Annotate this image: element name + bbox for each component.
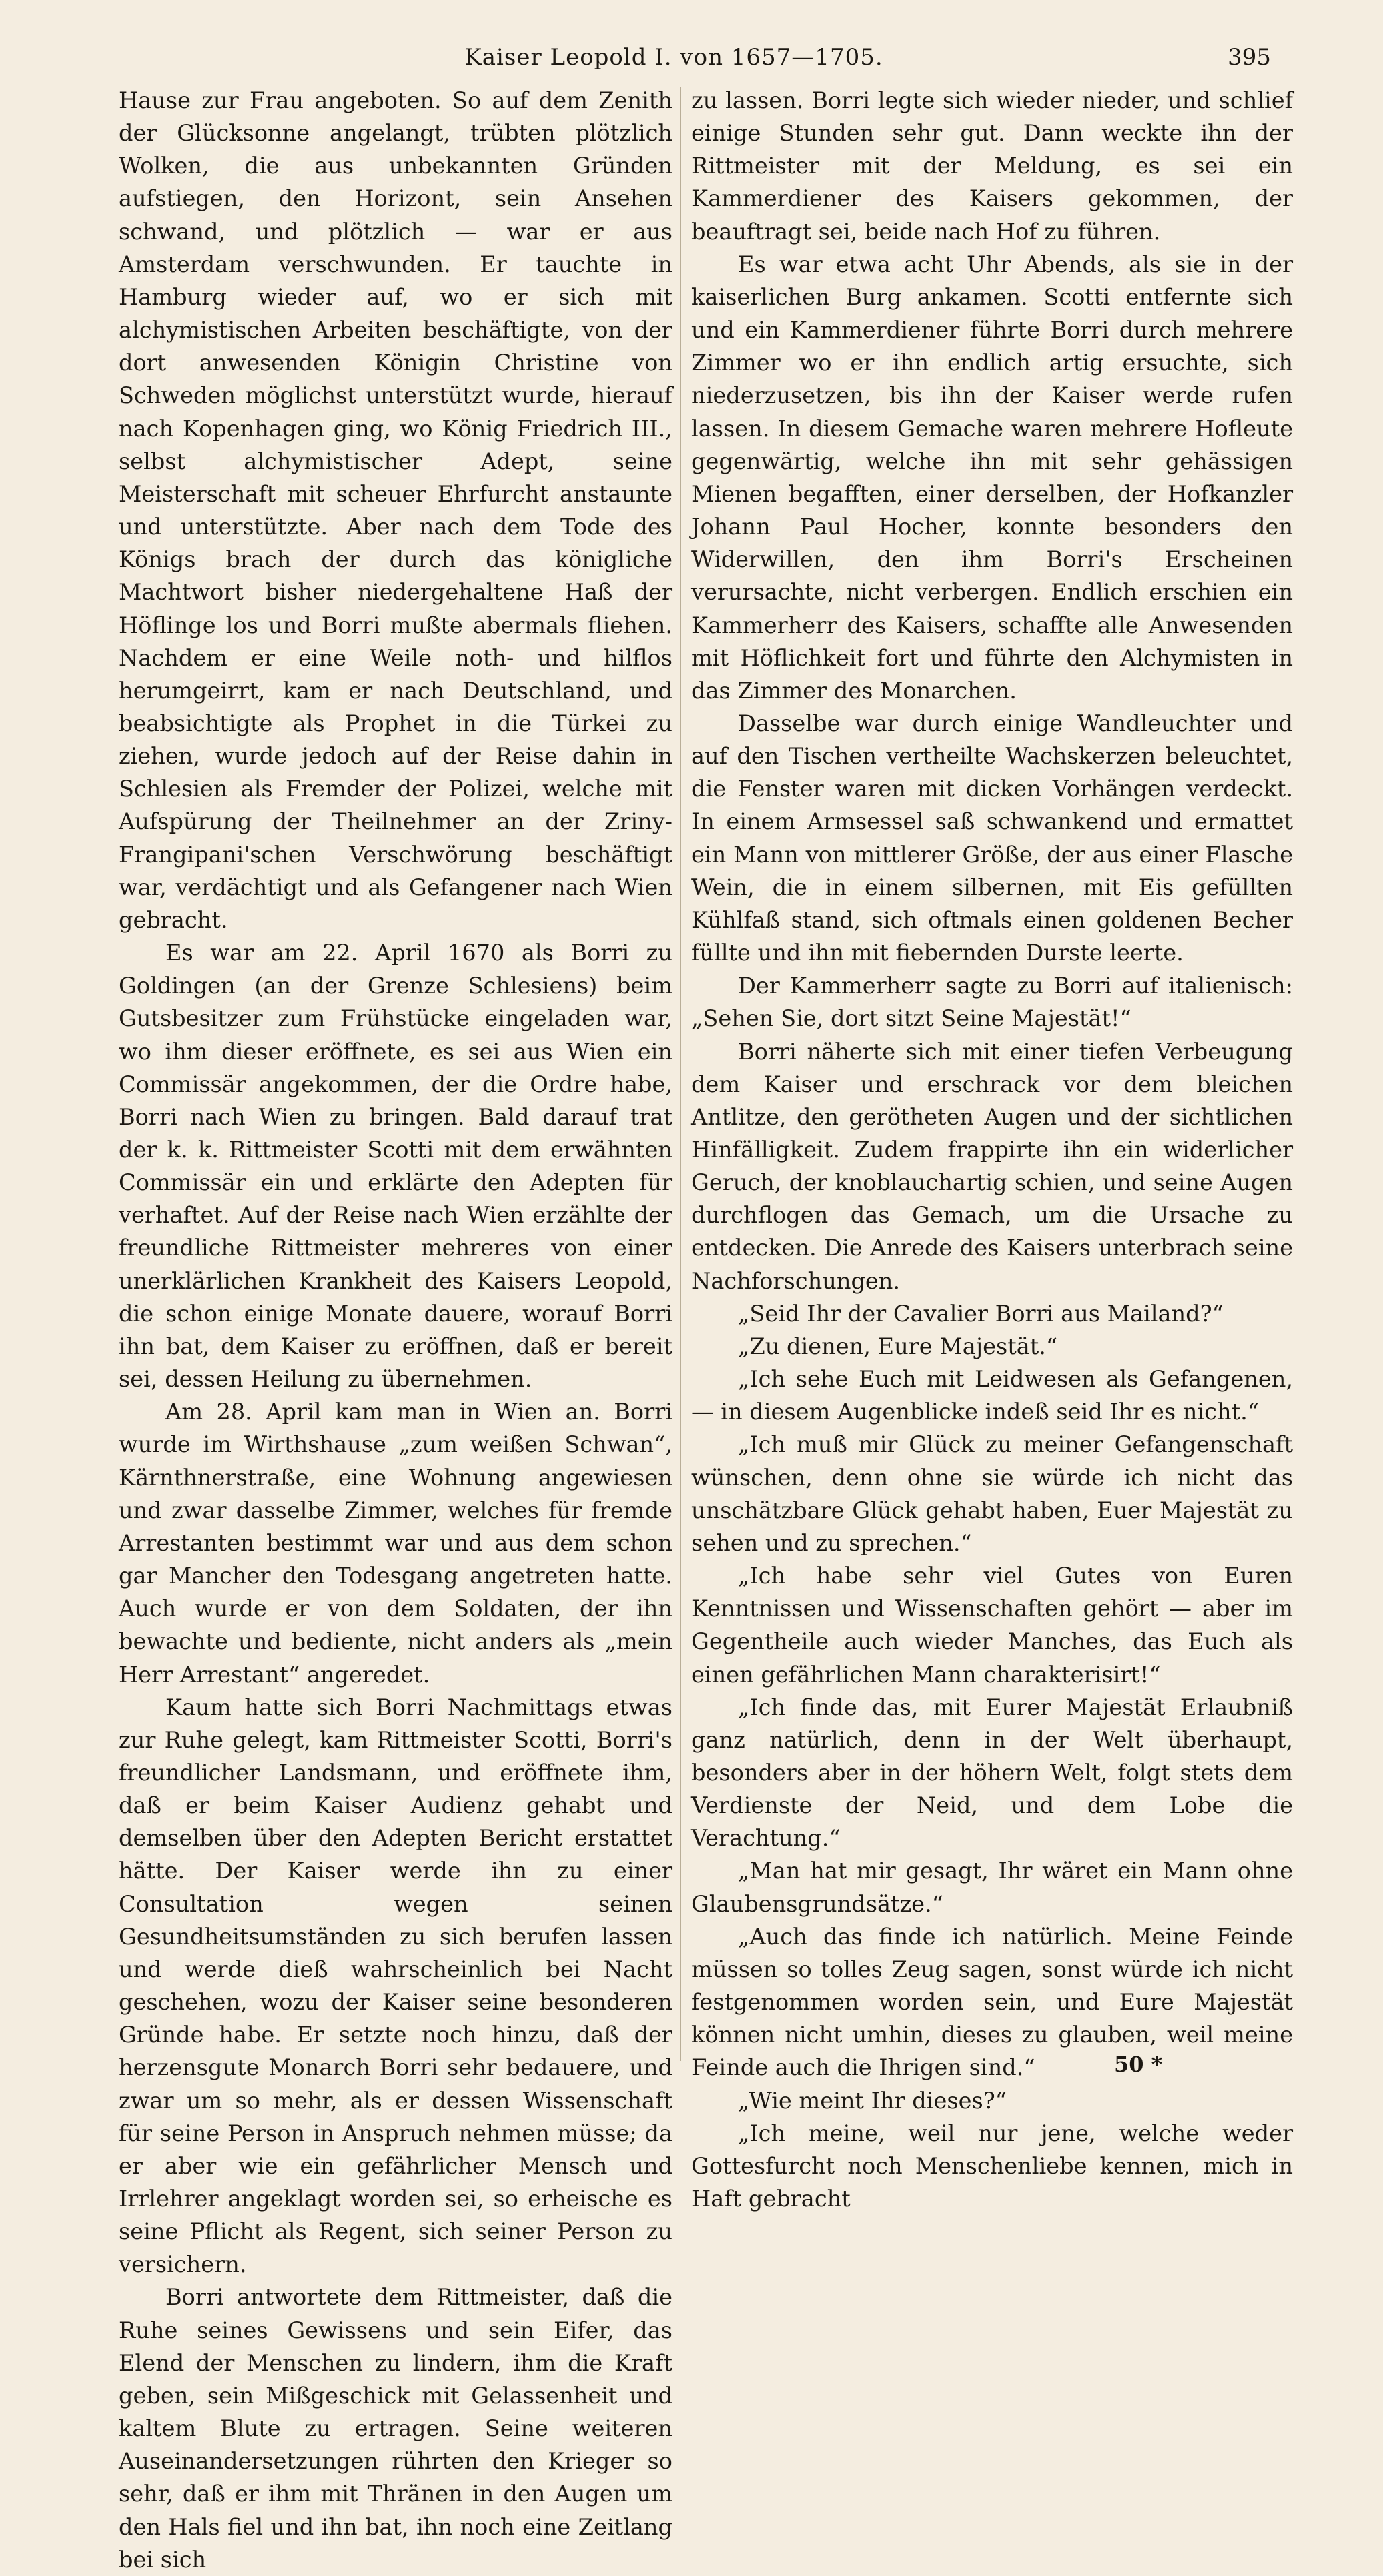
page-number: 395 xyxy=(1228,44,1271,71)
printer-signature-mark: 50 * xyxy=(1114,2052,1163,2077)
paragraph: Es war etwa acht Uhr Abends, als sie in der kaiserlichen Burg ankamen. Scotti entfernte sich und ein Kammerdiener führte Borri durch mehrere Zimmer wo er ihn endlich artig ersuchte, sich niederzusetzen, bis ihn der Kaiser werde rufen lassen. In diesem Gemache waren mehrere Hofleute gegenwärtig, welche ihn mit sehr gehässigen Mienen begafften, einer derselben, der Hofkanzler Johann Paul Hocher, konnte besonders den Widerwillen, den ihm Borri's Erscheinen verursachte, nicht verbergen. Endlich erschien ein Kammerherr des Kaisers, schaffte alle Anwesenden mit Höflichkeit fort und führte den Alchymisten in das Zimmer des Monarchen. xyxy=(691,251,1293,704)
right-column xyxy=(691,84,1293,2215)
paragraph: Kaum hatte sich Borri Nachmittags etwas zur Ruhe gelegt, kam Rittmeister Scotti, Borri's freundlicher Landsmann, und eröffnete ihm, daß er beim Kaiser Audienz gehabt und demselben über den Adepten Bericht erstattet hätte. Der Kaiser werde ihn zu einer Consultation wegen seinen Gesundheitsumständen zu sich berufen lassen und werde dieß wahrscheinlich bei Nacht geschehen, wozu der Kaiser seine besonderen Gründe habe. Er setzte noch hinzu, daß der herzensgute Monarch Borri sehr bedauere, und zwar um so mehr, als er dessen Wissenschaft für seine Person in Anspruch nehmen müsse; da er aber wie ein gefährlicher Mensch und Irrlehrer angeklagt worden sei, so erheische es seine Pflicht als Regent, sich seiner Person zu versichern. xyxy=(119,1694,672,2278)
dialogue-line: „Wie meint Ihr dieses?“ xyxy=(738,2087,1007,2114)
paragraph: Dasselbe war durch einige Wandleuchter und auf den Tischen vertheilte Wachskerzen beleuchtet, die Fenster waren mit dicken Vorhängen verdeckt. In einem Armsessel saß schwankend und ermattet ein Mann von mittlerer Größe, der aus einer Flasche Wein, die in einem silbernen, mit Eis gefüllten Kühlfaß stand, sich oftmals einen goldenen Becher füllte und ihn mit fiebernden Durste leerte. xyxy=(691,710,1293,967)
dialogue-line: „Ich sehe Euch mit Leidwesen als Gefangenen, — in diesem Augenblicke indeß seid Ihr es nicht.“ xyxy=(691,1366,1293,1425)
dialogue-line: „Zu dienen, Eure Majestät.“ xyxy=(738,1333,1058,1359)
paragraph: Der Kammerherr sagte zu Borri auf italienisch: „Sehen Sie, dort sitzt Seine Majestät!“ xyxy=(691,973,1293,1032)
paragraph: Borri antwortete dem Rittmeister, daß die Ruhe seines Gewissens und sein Eifer, das Elend der Menschen zu lindern, ihm die Kraft geben, sein Mißgeschick mit Gelassenheit und kaltem Blute zu ertragen. Seine weiteren Auseinandersetzungen rührten den Krieger so sehr, daß er ihm mit Thränen in den Augen um den Hals fiel und ihn bat, ihn noch eine Zeitlang bei sich xyxy=(119,2284,672,2573)
paragraph: Borri näherte sich mit einer tiefen Verbeugung dem Kaiser und erschrack vor dem bleichen Antlitze, den gerötheten Augen und der sichtlichen Hinfälligkeit. Zudem frappirte ihn ein widerlicher Geruch, der knoblauchartig schien, und seine Augen durchflogen das Gemach, um die Ursache zu entdecken. Die Anrede des Kaisers unterbrach seine Nachforschungen. xyxy=(691,1038,1293,1294)
dialogue-line: „Seid Ihr der Cavalier Borri aus Mailand?“ xyxy=(738,1300,1224,1327)
dialogue-line: „Man hat mir gesagt, Ihr wäret ein Mann ohne Glaubensgrundsätze.“ xyxy=(691,1858,1293,1917)
left-column xyxy=(119,84,672,2576)
running-head-title: Kaiser Leopold I. von 1657—1705. xyxy=(464,44,883,71)
dialogue-line: „Ich meine, weil nur jene, welche weder Gottesfurcht noch Menschenliebe kennen, mich in Haft gebracht xyxy=(691,2120,1293,2212)
dialogue-line: „Ich habe sehr viel Gutes von Euren Kenntnissen und Wissenschaften gehört — aber im Gegentheile auch wieder Manches, das Euch als einen gefährlichen Mann charakterisirt!“ xyxy=(691,1563,1293,1688)
paragraph: Am 28. April kam man in Wien an. Borri wurde im Wirthshause „zum weißen Schwan“, Kärnthnerstraße, eine Wohnung angewiesen und zwar dasselbe Zimmer, welches für fremde Arrestanten bestimmt war und aus dem schon gar Mancher den Todesgang angetreten hatte. Auch wurde er von dem Soldaten, der ihn bewachte und bediente, nicht anders als „mein Herr Arrestant“ angeredet. xyxy=(119,1399,672,1688)
dialogue-line: „Auch das finde ich natürlich. Meine Feinde müssen so tolles Zeug sagen, sonst würde ich nicht festgenommen worden sein, und Eure Majestät können nicht umhin, dieses zu glauben, weil meine Feinde auch die Ihrigen sind.“ xyxy=(691,1923,1293,2081)
paragraph: Hause zur Frau angeboten. So auf dem Zenith der Glücksonne angelangt, trübten plötzlich Wolken, die aus unbekannten Gründen aufstiegen, den Horizont, sein Ansehen schwand, und plötzlich — war er aus Amsterdam verschwunden. Er tauchte in Hamburg wieder auf, wo er sich mit alchymistischen Arbeiten beschäftigte, von der dort anwesenden Königin Christine von Schweden möglichst unterstützt wurde, hierauf nach Kopenhagen ging, wo König Friedrich III., selbst alchymistischer Adept, seine Meisterschaft mit scheuer Ehrfurcht anstaunte und unterstützte. Aber nach dem Tode des Königs brach der durch das königliche Machtwort bisher niedergehaltene Haß der Höflinge los und Borri mußte abermals fliehen. Nachdem er eine Weile noth- und hilflos herumgeirrt, kam er nach Deutschland, und beabsichtigte als Prophet in die Türkei zu ziehen, wurde jedoch auf der Reise dahin in Schlesien als Fremder der Polizei, welche mit Aufspürung der Theilnehmer an der Zriny-Frangipani'schen Verschwörung beschäftigt war, verdächtigt und als Gefangener nach Wien gebracht. xyxy=(119,87,672,933)
column-divider xyxy=(680,87,681,2061)
paragraph: Es war am 22. April 1670 als Borri zu Goldingen (an der Grenze Schlesiens) beim Gutsbesitzer zum Frühstücke eingeladen war, wo ihm dieser eröffnete, es sei aus Wien ein Commissär angekommen, der die Ordre habe, Borri nach Wien zu bringen. Bald darauf trat der k. k. Rittmeister Scotti mit dem erwähnten Commissär ein und erklärte den Adepten für verhaftet. Auf der Reise nach Wien erzählte der freundliche Rittmeister mehreres von einer unerklärlichen Krankheit des Kaisers Leopold, die schon einige Monate dauere, worauf Borri ihn bat, dem Kaiser zu eröffnen, daß er bereit sei, dessen Heilung zu übernehmen. xyxy=(119,940,672,1393)
paragraph: zu lassen. Borri legte sich wieder nieder, und schlief einige Stunden sehr gut. Dann weckte ihn der Rittmeister mit der Meldung, es sei ein Kammerdiener des Kaisers gekommen, der beauftragt sei, beide nach Hof zu führen. xyxy=(691,87,1293,245)
dialogue-line: „Ich muß mir Glück zu meiner Gefangenschaft wünschen, denn ohne sie würde ich nicht das unschätzbare Glück gehabt haben, Euer Majestät zu sehen und zu sprechen.“ xyxy=(691,1431,1293,1556)
dialogue-line: „Ich finde das, mit Eurer Majestät Erlaubniß ganz natürlich, denn in der Welt überhaupt, besonders aber in der höhern Welt, folgt stets dem Verdienste der Neid, und dem Lobe die Verachtung.“ xyxy=(691,1694,1293,1852)
